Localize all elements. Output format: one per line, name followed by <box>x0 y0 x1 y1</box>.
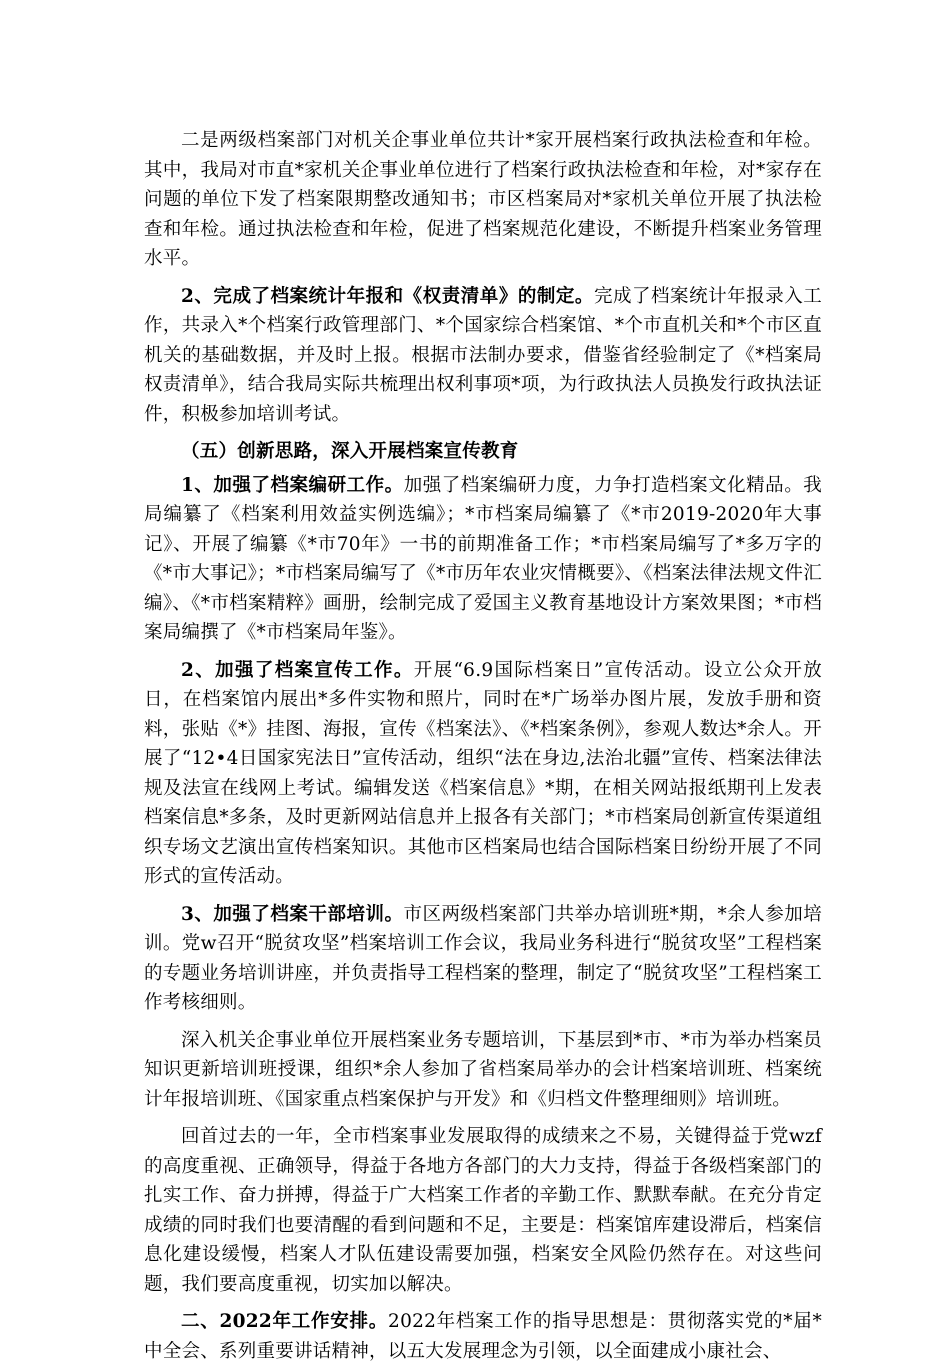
paragraph-body: 市区两级档案部门共举办培训班*期，*余人参加培训。党w召开“脱贫攻坚”档案培训工作会议，我局业务科进行“脱贫攻坚”工程档案的专题业务培训讲座，并负责指导工程档案的整理，制定了“脱贫攻坚”工程档案工作考核细则。 <box>144 903 823 1013</box>
paragraph-publicity <box>144 656 822 892</box>
paragraph-body: 回首过去的一年，全市档案事业发展取得的成绩来之不易，关键得益于党wzf的高度重视、正确领导，得益于各地方各部门的大力支持，得益于各级档案部门的扎实工作、奋力拼搏，得益于广大档案工作者的辛勤工作、默默奉献。在充分肯定成绩的同时我们也要清醒的看到问题和不足，主要是：档案馆库建设滞后，档案信息化建设缓慢，档案人才队伍建设需要加强，档案安全风险仍然存在。对这些问题，我们要高度重视，切实加以解决。 <box>144 1126 822 1295</box>
paragraph-inspection <box>144 126 822 274</box>
paragraph-review <box>144 1122 822 1299</box>
paragraph-statistics-report <box>144 282 822 430</box>
paragraph-training <box>144 900 822 1018</box>
section-heading: （五）创新思路，深入开展档案宣传教育 <box>181 441 519 462</box>
paragraph-body: 深入机关企事业单位开展档案业务专题培训，下基层到*市、*市为举办档案员知识更新培训班授课，组织*余人参加了省档案局举办的会计档案培训班、档案统计年报培训班、《国家重点档案保护与开发》和《归档文件整理细则》培训班。 <box>144 1029 822 1110</box>
paragraph-lead: 3、加强了档案干部培训。 <box>181 903 404 925</box>
paragraph-body: 加强了档案编研力度，力争打造档案文化精品。我局编纂了《档案利用效益实例选编》；*市档案局编纂了《*市2019-2020年大事记》、开展了编纂《*市70年》一书的前期准备工作；*市档案局编写了*多万字的《*市大事记》；*市档案局编写了《*市历年农业灾情概要》、《档案法律法规文件汇编》、《*市档案精粹》画册，绘制完成了爱国主义教育基地设计方案效果图；*市档案局编撰了《*市档案局年鉴》。 <box>144 474 822 643</box>
paragraph-body: 2022年档案工作的指导思想是：贯彻落实党的*届*中全会、系列重要讲话精神，以五大发展理念为引领，以全面建成小康社会、 <box>144 1311 822 1362</box>
paragraph-work-plan <box>144 1307 822 1366</box>
paragraph-compilation <box>144 471 822 648</box>
paragraph-lead: 2、完成了档案统计年报和《权责清单》的制定。 <box>181 285 594 307</box>
paragraph-lead: 二、2022年工作安排。 <box>181 1311 389 1332</box>
paragraph-lead: 2、加强了档案宣传工作。 <box>181 659 414 681</box>
paragraph-body: 二是两级档案部门对机关企事业单位共计*家开展档案行政执法检查和年检。其中，我局对市直*家机关企事业单位进行了档案行政执法检查和年检，对*家存在问题的单位下发了档案限期整改通知书；市区档案局对*家机关单位开展了执法检查和年检。通过执法检查和年检，促进了档案规范化建设，不断提升档案业务管理水平。 <box>144 130 822 269</box>
paragraph-body: 完成了档案统计年报录入工作，共录入*个档案行政管理部门、*个国家综合档案馆、*个市直机关和*个市区直机关的基础数据，并及时上报。根据市法制办要求，借鉴省经验制定了《*档案局权责清单》，结合我局实际共梳理出权利事项*项，为行政执法人员换发行政执法证件，积极参加培训考试。 <box>144 285 822 425</box>
paragraph-field-training <box>144 1026 822 1115</box>
paragraph-body: 开展“6.9国际档案日”宣传活动。设立公众开放日，在档案馆内展出*多件实物和照片，同时在*广场举办图片展，发放手册和资料，张贴《*》挂图、海报，宣传《档案法》、《*档案条例》，参观人数达*余人。开展了“12•4日国家宪法日”宣传活动，组织“法在身边,法治北疆”宣传、档案法律法规及法宣在线网上考试。编辑发送《档案信息》*期，在相关网站报纸期刊上发表档案信息*多条，及时更新网站信息并上报各有关部门；*市档案局创新宣传渠道组织专场文艺演出宣传档案知识。其他市区档案局也结合国际档案日纷纷开展了不同形式的宣传活动。 <box>144 659 823 887</box>
paragraph-lead: 1、加强了档案编研工作。 <box>181 474 404 496</box>
